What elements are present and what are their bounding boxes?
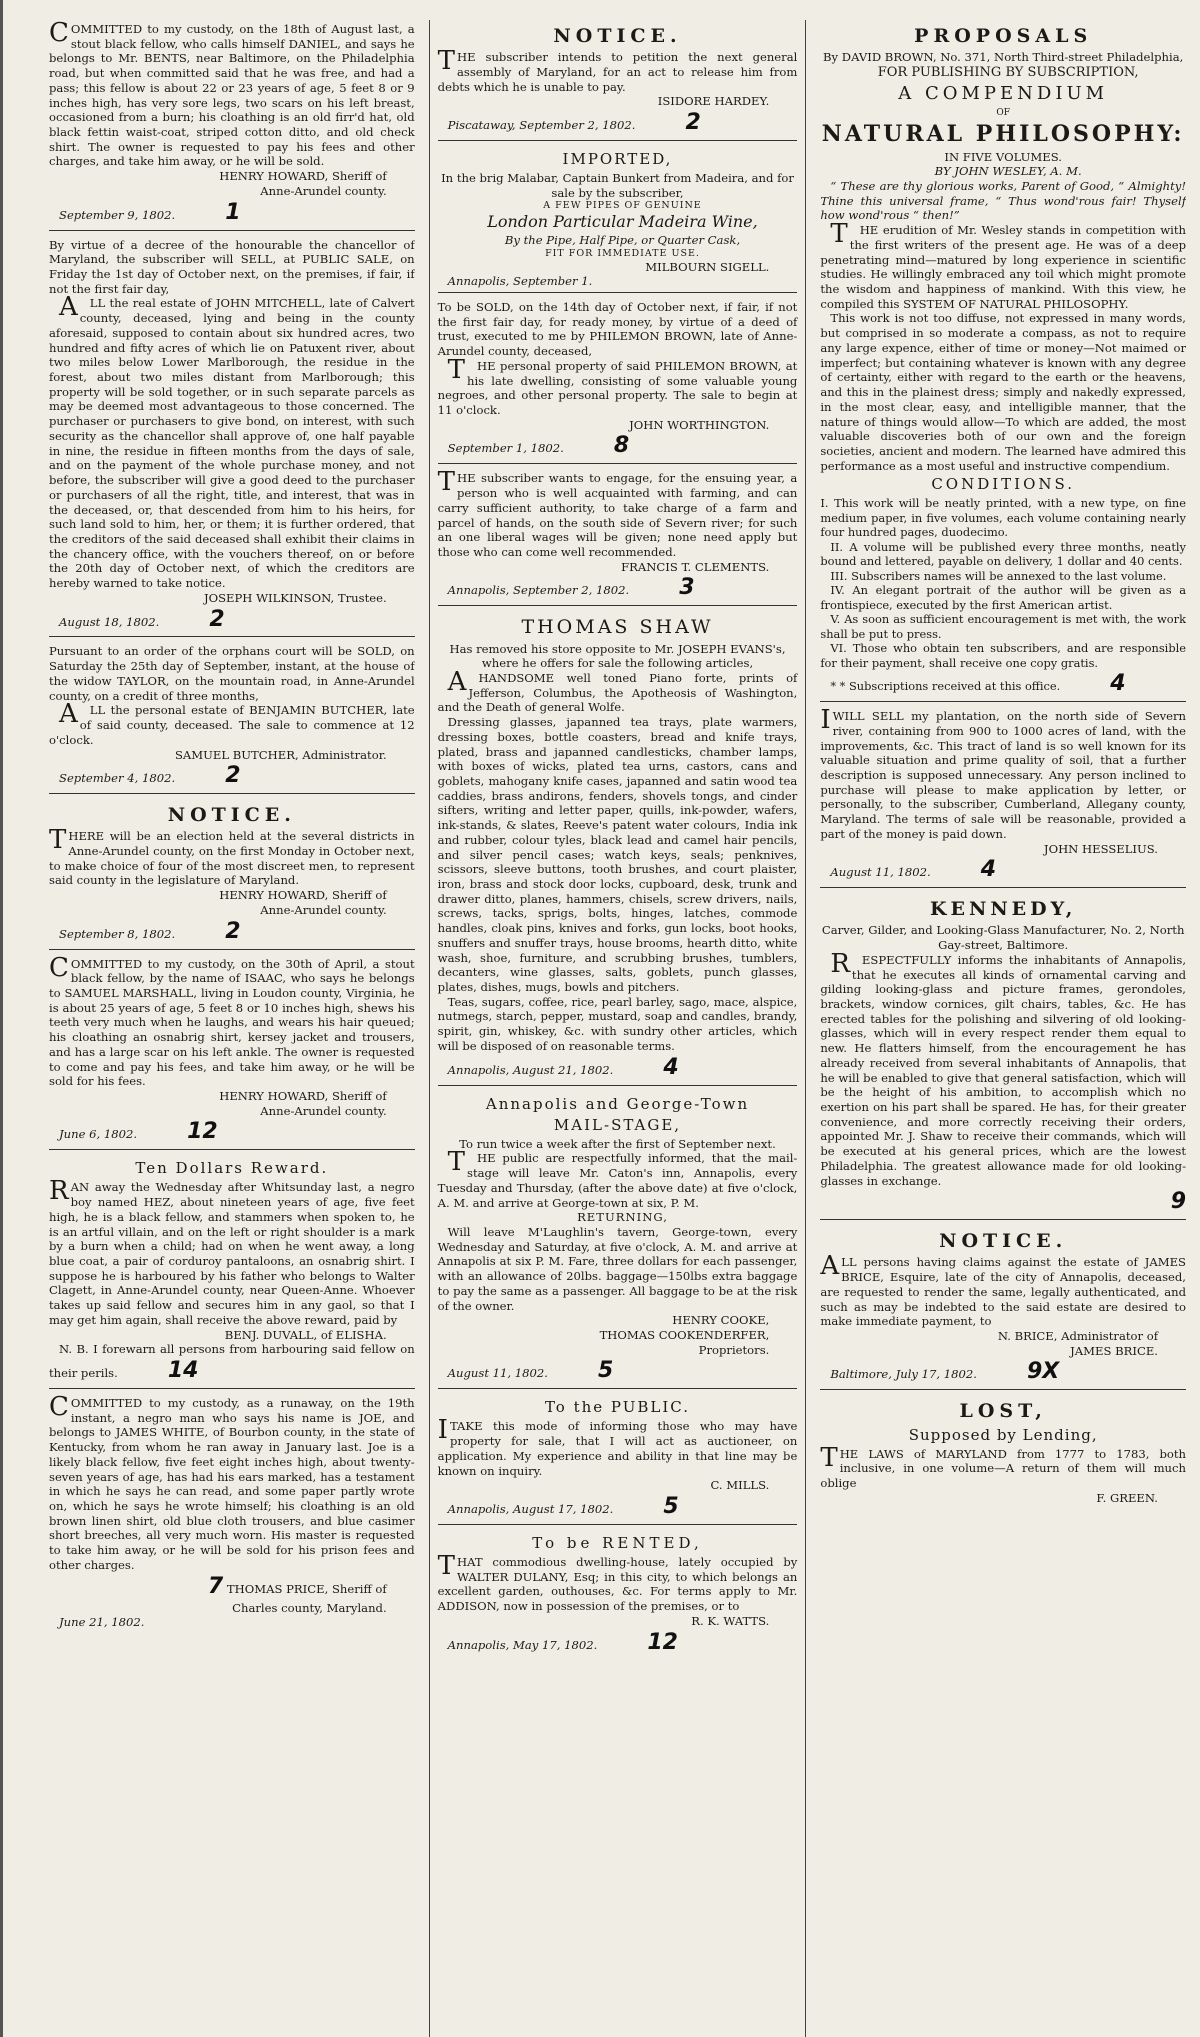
ad-committed-isaac [49,952,415,1151]
ad-body: THAT commodious dwelling-house, lately occupied by WALTER DULANY, Esq; in this city, to which belongs an excellent garden, outhouses, &c. For terms apply to Mr. ADDISON, now in possession of the premises, or to [437,1551,798,1614]
ad-date: September 8, 1802. 2 [59,918,241,944]
ad-to-be-rented [438,1530,798,1660]
ad-to-the-public [438,1394,798,1525]
signature: C. MILLS. [710,1478,770,1493]
ad-note: N. B. I forewarn all persons from harbouring said fellow on their perils. 14 [49,1342,415,1384]
ad-body: THE personal property of said PHILEMON BROWN, at his late dwelling, consisting of some valuable young negroes, and other personal property. The sale to begin at 11 o'clock. [437,354,798,418]
ad-body: COMMITTED to my custody, on the 18th of August last, a stout black fellow, who calls himself DANIEL, and says he belongs to Mr. BENTS, near Baltimore, on the Philadelphia road, but when committed said that he was free, and had a pass; this fellow is about 22 or 23 years of age, 5 feet 8 or 9 inches high, has very sore legs, two scars on his left breast, occasioned from a burn; his cloathing is an old firr'd hat, old black fettin waist-coat, striped cotton ditto, and old check shirt. The owner is requested to pay his fees and other charges, and take him away, or he will be sold. [49,20,415,169]
signature: HENRY HOWARD, Sheriff of [219,169,387,184]
handwritten-mark: 12 [647,1629,678,1655]
ad-date: September 9, 1802. 1 [59,199,241,225]
ad-date: Annapolis, May 17, 1802. 12 [447,1629,678,1655]
handwritten-mark: 12 [187,1119,218,1145]
signature: F. GREEN. [1096,1490,1158,1505]
condition-item: V. As soon as sufficient encouragement is met with, the work shall be put to press. [820,612,1186,641]
ad-committed-joe [49,1391,415,1633]
ad-body: Dressing glasses, japanned tea trays, plate warmers, dressing boxes, bottle coasters, bread and knife trays, plated, brass and japanned candlesticks, chamber lamps, with boxes of wicks, plated tea urns, castors, cans and goblets, mahogany knife cases, japanned and satin wood tea caddies, brass andirons, fenders, shovels tongs, and cinder sifters, writing and letter paper, quills, ink-powder, wafers, ink-stands, & slates, Reeve's patent water colours, India ink and rubber, colour tyles, black lead and camel hair pencils, and silver pencil cases; watch keys, seals; penknives, scissors, sleeve buttons, tooth brushes, and court plaister, iron, brass and stock door locks, cupboard, desk, trunk and drawer ditto, planes, hammers, chisels, screw drivers, nails, screws, tacks, sprigs, bolts, hinges, latches, commode handles, cloak pins, knives and forks, gun locks, boot hooks, snuffers and snuffer trays, house brooms, hearth ditto, white wash, shoe, furniture, and scrubbing brushes, tumblers, decanters, wine glasses, salts, goblets, punch glasses, plates, dishes, mugs, bowls and pitchers. [437,715,798,995]
handwritten-mark: 2 [225,763,241,789]
signature-line2: Anne-Arundel county. [260,183,387,198]
ad-lost-laws [820,1395,1186,1508]
ad-date: Annapolis, August 21, 1802. 4 [447,1054,679,1080]
signature: JOHN HESSELIUS. [1043,841,1158,856]
ad-election-notice [49,799,415,949]
ad-ten-dollars-reward [49,1155,415,1389]
signature: MILBOURN SIGELL. [645,259,770,274]
ad-subtitle: Carver, Gilder, and Looking-Glass Manufacturer, No. 2, North Gay-street, Baltimore. [821,923,1185,953]
condition-item: III. Subscribers names will be annexed to the last volume. [830,568,1167,583]
signature: JOHN WORTHINGTON. [629,417,770,432]
ad-title: NOTICE. [939,1230,1068,1253]
condition-item: II. A volume will be published every three months, neatly bound and lettered, payable on delivery, 1 dollar and 40 cents. [820,539,1186,569]
ad-date: June 6, 1802. 12 [59,1119,218,1145]
middle-column [429,20,807,2037]
ad-body: Teas, sugars, coffee, rice, pearl barley, sago, mace, alspice, nutmegs, starch, pepper, mustard, soap and candles, brandy, spirit, gin, whiskey, &c. with sundry other articles, which will be disposed of on reasonable terms. [437,994,798,1053]
ad-date: September 1, 1802. 8 [447,433,630,459]
columns [49,20,1186,2037]
ad-intro: By virtue of a decree of the honourable the chancellor of Maryland, the subscriber will SELL, at PUBLIC SALE, on Friday the 1st day of October next, on the premises, if fair, if not the first fair day, [49,237,415,296]
ad-line: London Particular Madeira Wine, [487,212,758,232]
left-column [49,20,415,2037]
ad-body: COMMITTED to my custody, on the 30th of April, a stout black fellow, by the name of ISAAC, who says he belongs to SAMUEL MARSHALL, living in Loudon county, Virginia, he is about 25 years of age, 5 feet 8 or 10 inches high, shews his teeth very much when he laughs, and wears his hair queued; his cloathing an osnabrig shirt, kersey jacket and trousers, and has a large scar on his left ankle. The owner is requested to come and pay his fees, and take him away, or he will be sold for his fees. [49,952,415,1089]
ad-line: IN FIVE VOLUMES. [944,149,1062,164]
ad-body: THE erudition of Mr. Wesley stands in competition with the first writers of the present age. He was of a deep penetrating mind—matured by long experience in scientific studies. He willingly embraced any toil which might promote the wisdom and happiness of mankind. With this view, he compiled this SYSTEM OF NATURAL PHILOSOPHY. [820,219,1186,311]
condition-item: I. This work will be neatly printed, with a new type, on fine medium paper, in five volumes, each volume containing nearly four hundred pages, duodecimo. [820,496,1186,540]
ad-date: August 11, 1802. 5 [447,1358,614,1384]
handwritten-mark: 3 [679,575,695,601]
signature: BENJ. DUVALL, of ELISHA. [224,1327,387,1342]
ad-hardey-notice [438,20,798,141]
ad-date: Piscataway, September 2, 1802. 2 [447,110,701,135]
signature: SAMUEL BUTCHER, Administrator. [174,747,387,762]
ad-body: This work is not too diffuse, not expressed in many words, but comprised in so moderate a compass, as not to require any large expence, either of time or money—Not maimed or imperfect; but containing whatever is known with any degree of certainty, either with regard to the earth or the heavens, and this in the plainest dress; simply and nakedly expressed, in the most clear, easy, and intelligible manner, that the nature of things would allow—To which are added, the most valuable discoveries both of our own and the foreign societies, ancient and modern. The learned have admired this performance as a most useful and instructive compendium. [820,311,1186,473]
ad-headline: NATURAL PHILOSOPHY: [821,120,1185,147]
ad-mitchell-estate [49,236,415,638]
ad-title: To be RENTED, [532,1533,703,1552]
condition-item: VI. Those who obtain ten subscribers, and are responsible for their payment, shall receive one copy gratis. [820,641,1186,670]
handwritten-mark: 14 [167,1358,199,1384]
ad-title: NOTICE. [553,25,682,47]
ad-mail-stage [438,1091,798,1390]
ad-intro: To run twice a week after the first of September next. [459,1136,776,1151]
ad-date: August 18, 1802. 2 [59,606,225,632]
condition-item: IV. An elegant portrait of the author will be given as a frontispiece, executed by the first American artist. [820,583,1186,612]
ad-title: THOMAS SHAW [521,616,714,639]
ad-brown-sale [438,298,798,464]
right-column [820,20,1186,2037]
signature-line2: Charles county, Maryland. [232,1600,387,1615]
ad-body: AHANDSOME well toned Piano forte, prints of Jefferson, Columbus, the Apotheosis of Washington, and the Death of general Wolfe. [437,666,798,715]
ad-title: Ten Dollars Reward. [135,1159,329,1178]
ad-title: To the PUBLIC. [544,1398,691,1417]
ad-line: By the Pipe, Half Pipe, or Quarter Cask, [504,232,741,247]
handwritten-mark: 5 [663,1494,679,1520]
signature-line2: Anne-Arundel county. [260,1103,387,1118]
ad-line: FOR PUBLISHING BY SUBSCRIPTION, [877,64,1139,80]
ad-body: ALL the real estate of JOHN MITCHELL, late of Calvert county, deceased, lying and being in the county aforesaid, supposed to contain about six hundred acres, two hundred and fifty acres of which lie on Patuxent river, about two miles below Lower Marlborough, the residue in the forest, about two miles distant from Marlborough; this property will be sold together, or in such separate parcels as may be deemed most advantageous to those concerned. The purchaser or purchasers to give bond, on interest, with such security as the chancellor shall approve of, one half payable in nine, the residue in fifteen months from the days of sale, and on the payment of the whole purchase money, and not before, the subscriber will give a good deed to the purchaser or purchasers of all the right, title, and interest, that was in the deceased, or, that descended from him to his heirs, for such land sold to him, her, or them; it is further ordered, that the creditors of the said deceased shall exhibit their claims in the chancery office, with the vouchers thereof, on or before the 20th day of October next, of which the creditors are hereby warned to take notice. [49,292,415,591]
signature: R. K. WATTS. [691,1613,770,1628]
ad-date: Baltimore, July 17, 1802. 9X [830,1359,1060,1385]
ad-body: THE subscriber wants to engage, for the ensuing year, a person who is well acquainted with farming, and can carry sufficient authority, to take charge of a farm and parcel of hands, on the south side of Severn river; for such an one liberal wages will be given; none need apply but those who can come well recommended. [437,467,798,560]
ad-date: August 11, 1802. 4 [830,857,996,883]
handwritten-mark: 7 [207,1573,224,1599]
ad-title: NOTICE. [167,804,296,827]
ad-line: FIT FOR IMMEDIATE USE. [545,247,700,259]
handwritten-mark: 8 [613,433,630,459]
ad-date: June 21, 1802. [59,1615,145,1630]
ad-body: ALL the personal estate of BENJAMIN BUTCHER, late of said county, deceased. The sale to commence at 12 o'clock. [49,699,415,747]
ad-publisher: By DAVID BROWN, No. 371, North Third-street Philadelphia, [823,50,1184,65]
ad-title: Annapolis and George-Town [485,1094,750,1113]
signature: HENRY COOKE, [672,1313,770,1328]
ad-intro: Pursuant to an order of the orphans court will be SOLD, on Saturday the 25th day of September, instant, at the house of the widow TAYLOR, on the mountain road, in Anne-Arundel county, on a credit of three months, [49,644,415,703]
ad-thomas-shaw [438,611,798,1085]
signature-line2: THOMAS COOKENDERFER, [599,1328,770,1343]
ad-date: Annapolis, September 2, 1802. 3 [447,575,695,601]
ad-butcher-estate [49,642,415,794]
signature: HENRY HOWARD, Sheriff of [219,888,387,903]
ad-body: RESPECTFULLY informs the inhabitants of Annapolis, that he executes all kinds of ornamental carving and gilding looking-glass and picture frames, gerondoles, brackets, window cornices, gilt chairs, tables, &c. He has erected tables for the polishing and silvering of old looking-glasses, which will in every respect render them equal to new. He flatters himself, from the encouragement he has already received from several inhabitants of Annapolis, that he will be enabled to give that general satisfaction, which will be the height of his ambition, to accomplish which no exertion on his part shall be spared. He has, for their greater convenience, and more correctly receiving their orders, appointed Mr. J. Shaw to receive their commands, which will be executed at his general prices, which are the lowest Philadelphia. The greatest allowance made for old looking-glasses in exchange. [820,948,1186,1188]
signature: ISIDORE HARDEY. [657,94,770,109]
signature-line2: JAMES BRICE. [1070,1343,1158,1358]
handwritten-mark: 9X [1026,1359,1060,1385]
ad-imported-wine [438,146,798,293]
handwritten-mark: 5 [598,1358,614,1384]
ad-line: A COMPENDIUM [898,83,1109,105]
ad-subtitle: Supposed by Lending, [908,1425,1098,1444]
handwritten-mark: 2 [225,918,241,944]
ad-body: RAN away the Wednesday after Whitsunday last, a negro boy named HEZ, about nineteen years of age, five feet high, he is a black fellow, and stammers when spoken to, he is an artful villain, and on the left or right shoulder is a mark by a burn when a child; had on when he went away, a long blue coat, a pair of corduroy pantaloons, an osnabrig shirt. I suppose he is harboured by his father who belongs to Walter Clagett, in Anne-Arundel county, near Queen-Anne. Whoever takes up said fellow and secures him in any gaol, so that I may get him again, shall receive the above reward, paid by [49,1176,415,1327]
handwritten-mark: 4 [980,857,996,883]
ad-date: Annapolis, September 1. [447,274,593,289]
condition-item: * * Subscriptions received at this office. 4 [830,671,1126,697]
signature: 7 THOMAS PRICE, Sheriff of [49,1573,415,1601]
handwritten-mark: 2 [209,606,225,632]
ad-intro: Has removed his store opposite to Mr. JOSEPH EVANS's, where he offers for sale the following articles, [449,641,786,671]
handwritten-mark: 9 [1170,1189,1186,1215]
ad-verse: “ These are thy glorious works, Parent of Good, “ Almighty! Thine this universal frame, “ Thus wond'rous fair! Thyself how wond'rous “ then!” [820,179,1186,223]
ad-body: IWILL SELL my plantation, on the north side of Severn river, containing from 900 to 1000 acres of land, with the improvements, &c. This tract of land is so well known for its valuable situation and prime quality of soil, that a further description is supposed unnecessary. Any person inclined to purchase will please to make application by letter, or personally, to the subscriber, Cumberland, Allegany county, Maryland. The terms of sale will be reasonable, provided a part of the money is paid down. [820,705,1186,841]
ad-clements-farm [438,469,798,606]
ad-proposals-compendium [820,20,1186,702]
signature: HENRY HOWARD, Sheriff of [219,1089,387,1103]
ad-body: COMMITTED to my custody, as a runaway, on the 19th instant, a negro man who says his name is JOE, and belongs to JAMES WHITE, of Bourbon county, in the state of Kentucky, from whom he ran away in January last. Joe is a likely black fellow, five feet eight inches high, about twenty-seven years of age, has had his ears marked, has a testament in which he says he can read, and some paper partly wrote on, which he says he wrote himself; his cloathing is an old brown linen shirt, old blue cloth trousers, and blue casimer short breeches, all very much worn. His master is requested to take him away, or he will be sold for his prison fees and other charges. [49,1391,415,1572]
ad-intro: To be SOLD, on the 14th day of October next, if fair, if not the first fair day, for ready money, by virtue of a deed of trust, executed to me by PHILEMON BROWN, late of Anne-Arundel county, deceased, [437,300,798,359]
ad-body: ALL persons having claims against the estate of JAMES BRICE, Esquire, late of the city of Annapolis, deceased, are requested to render the same, legally authenticated, and such as may be indebted to the said estate are desired to make immediate payment, to [820,1251,1186,1329]
ad-author: BY JOHN WESLEY, A. M. [934,164,1082,179]
ad-title: KENNEDY, [929,898,1077,921]
ad-brice-estate [820,1225,1186,1390]
ad-kennedy-carver [820,893,1186,1220]
ad-hesselius-plantation [820,707,1186,888]
ad-title: LOST, [959,1400,1047,1423]
ad-date: Annapolis, August 17, 1802. 5 [447,1494,679,1520]
ad-subhead: RETURNING, [577,1210,668,1225]
handwritten-mark: 1 [225,199,241,225]
signature: N. BRICE, Administrator of [997,1329,1158,1344]
ad-body: THE subscriber intends to petition the next general assembly of Maryland, for an act to release him from debts which he is unable to pay. [437,46,798,94]
ad-title: PROPOSALS [914,25,1093,47]
ad-body: THERE will be an election held at the several districts in Anne-Arundel county, on the first Monday in October next, to make choice of four of the most discreet men, to represent said county in the legislature of Maryland. [49,825,415,888]
ad-title: IMPORTED, [562,149,673,168]
signature: FRANCIS T. CLEMENTS. [621,559,770,574]
ad-body: THE LAWS of MARYLAND from 1777 to 1783, both inclusive, in one volume—A return of them will much oblige [820,1442,1186,1490]
ad-body: THE public are respectfully informed, that the mail-stage will leave Mr. Caton's inn, Annapolis, every Tuesday and Thursday, (after the above date) at five o'clock, A. M. and arrive at George-town at six, P. M. [437,1147,798,1210]
handwritten-mark: 4 [1110,671,1126,697]
ad-body: ITAKE this mode of informing those who may have property for sale, that I will act as auctioneer, on application. My experience and ability in that line may be known on inquiry. [437,1415,798,1478]
ad-committed-daniel [49,20,415,231]
handwritten-mark: 4 [663,1054,679,1080]
signature: JOSEPH WILKINSON, Trustee. [203,590,387,605]
ad-title-line2: MAIL-STAGE, [553,1115,682,1134]
ad-line: A FEW PIPES OF GENUINE [543,200,702,212]
ad-mark-line [820,1188,1186,1216]
ad-body: Will leave M'Laughlin's tavern, George-town, every Wednesday and Saturday, at five o'clock, A. M. and arrive at Annapolis at six P. M. Fare, three dollars for each passenger, with an allowance of 20lbs. baggage—150lbs extra baggage to pay the same as a passenger. All baggage to be at the risk of the owner. [437,1224,798,1313]
conditions-title: CONDITIONS. [931,475,1076,494]
ad-line: In the brig Malabar, Captain Bunkert from Madeira, and for sale by the subscriber, [441,170,794,200]
ad-line: OF [996,108,1010,119]
handwritten-mark: 2 [685,110,701,135]
signature-line2: Anne-Arundel county. [260,902,387,917]
ad-date: September 4, 1802. 2 [59,763,241,789]
signature-line3: Proprietors. [698,1342,770,1357]
